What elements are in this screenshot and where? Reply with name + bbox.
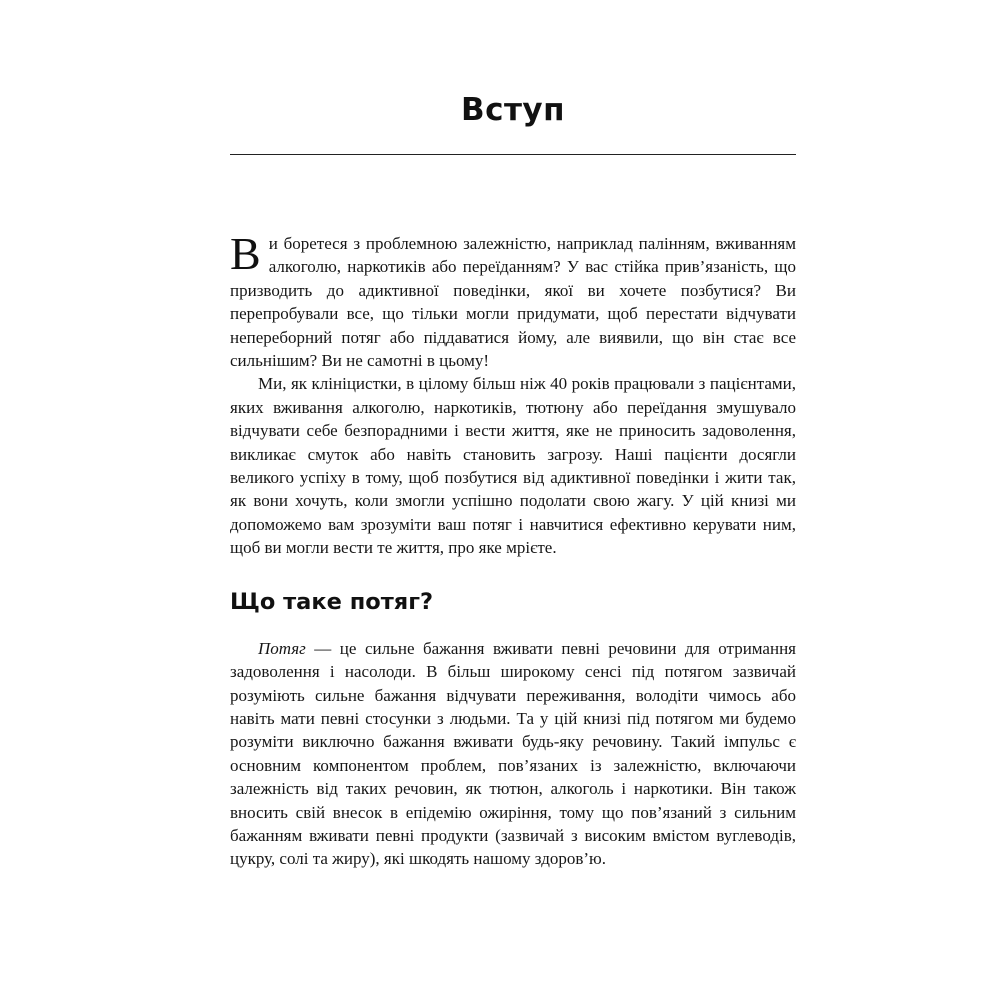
body-text — [230, 228, 796, 871]
page-title: Вступ — [460, 92, 566, 128]
section-heading: Що таке потяг? — [230, 588, 434, 615]
paragraph-intro-text: и боретеся з проблемною залежністю, наприклад палінням, вживанням алкоголю, наркотиків або переїданням? У вас стійка прив’язаність, що призводить до адиктивної поведінки, якої ви хочете позбутися? Ви перепробували все, що тільки могли придумати, щоб перестати відчувати непереборний потяг або піддаватися йому, але виявили, що він стає все сильнішим? Ви не самотні в цьому! — [230, 234, 796, 371]
paragraph-intro — [230, 228, 796, 372]
definition-term: Потяг — [258, 638, 306, 658]
title-divider — [230, 154, 796, 155]
page-content — [230, 92, 796, 871]
paragraph-definition — [230, 637, 796, 871]
paragraph-definition-text: — це сильне бажання вживати певні речовини для отримання задоволення і насолоди. В більш широкому сенсі під потягом зазвичай розуміють сильне бажання відчувати переживання, володіти чимось або навіть мати певні стосунки з людьми. Та у цій книзі під потягом ми будемо розуміти виключно бажання вживати будь-яку речовину. Такий імпульс є основним компонентом проблем, пов’язаних із залежністю, включаючи залежність від таких речовин, як тютюн, алкоголь і наркотики. Він також вносить свій внесок в епідемію ожиріння, тому що пов’язаний з сильним бажанням вживати певні продукти (зазвичай з високим вмістом вуглеводів, цукру, солі та жиру), які шкодять нашому здоров’ю. — [230, 638, 796, 869]
drop-cap: В — [230, 228, 261, 279]
paragraph-clinicians: Ми, як клініцистки, в цілому більш ніж 40 років працювали з пацієнтами, яких вживання алкоголю, наркотиків, тютюну або переїдання змушувало відчувати себе безпорадними і вести життя, яке не приносить задоволення, викликає смуток або навіть становить загрозу. Наші пацієнти досягли великого успіху в тому, щоб позбутися від адиктивної поведінки і жити так, як вони хочуть, коли змогли успішно подолати свою жагу. У цій книзі ми допоможемо вам зрозуміти ваш потяг і навчитися ефективно керувати ним, щоб ви могли вести те життя, про яке мрієте. — [230, 374, 796, 558]
